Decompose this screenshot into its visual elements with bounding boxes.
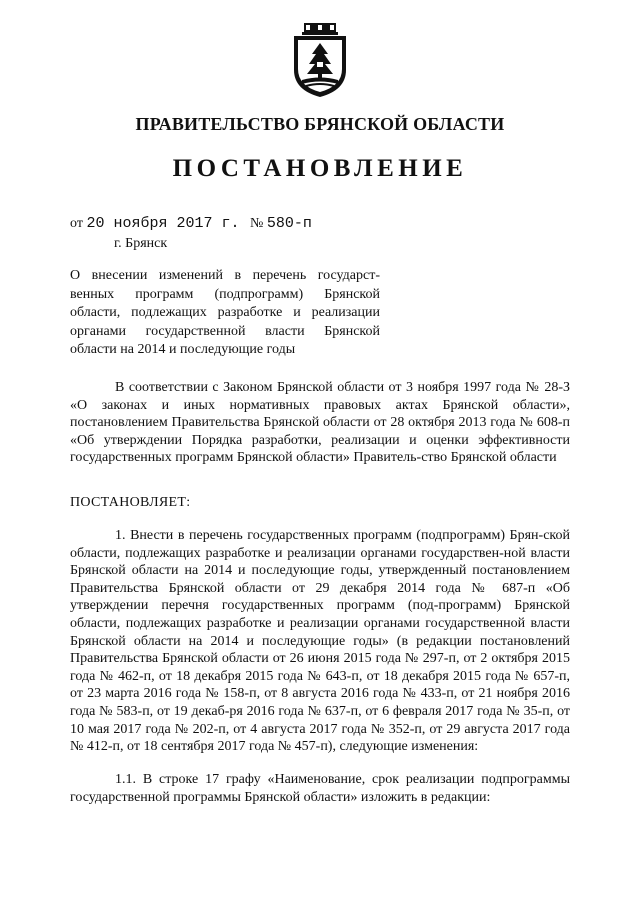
date-prefix: от [70,216,83,231]
date-number-line [70,215,312,232]
number-prefix: № [249,216,264,231]
government-title: ПРАВИТЕЛЬСТВО БРЯНСКОЙ ОБЛАСТИ [135,114,505,134]
item-1-1-section [70,771,570,806]
city: г. Брянск [114,236,168,251]
preamble-text: В соответствии с Законом Брянской области от 3 ноября 1997 года № 28-З «О законах и иных нормативных правовых актах Брянской области», постановлением Правительства Брянской области от 28 октября 2013 года № 608-п «Об утверждении Порядка разработки, реализации и оценки эффективности государственных программ Брянской области» Правитель-ство Брянской области [70,380,570,466]
resolves-heading: ПОСТАНОВЛЯЕТ: [70,495,191,510]
item-1-1-text: 1.1. В строке 17 графу «Наименование, срок реализации подпрограммы государственной программы Брянской области» изложить в редакции: [70,772,570,805]
coat-of-arms-emblem [288,22,352,98]
document-number: 580-п [266,215,312,232]
document-type-heading: ПОСТАНОВЛЕНИЕ [172,155,468,182]
document-date: 20 ноября 2017 г. [86,215,240,232]
item-1-section [70,527,570,756]
document-subject: О внесении изменений в перечень государст-венных программ (подпрограмм) Брянской области, подлежащих разработке и реализации органами государственной власти Брянской области на 2014 и последующие годы [70,268,380,357]
preamble-section [70,379,570,467]
item-1-text: 1. Внести в перечень государственных программ (подпрограмм) Брян-ской области, подлежащих разработке и реализации органами государствен-ной власти Брянской области на 2014 и последующие годы, утвержденный постановлением Правительства Брянской области от 29 декабря 2014 года № 687-п «Об утверждении перечня государственных программ (под-программ) Брянской области, подлежащих разработке и реализации органами государственной власти Брянской области на 2014 и последующие годы» (в редакции постановлений Правительства Брянской области от 26 июня 2015 года № 297-п, от 2 октября 2015 года № 462-п, от 18 декабря 2015 года № 643-п, от 18 декабря 2015 года № 657-п, от 23 марта 2016 года № 158-п, от 8 августа 2016 года № 433-п, от 21 ноября 2016 года № 583-п, от 19 декаб-ря 2016 года № 637-п, от 6 февраля 2017 года № 35-п, от 10 мая 2017 года № 202-п, от 4 августа 2017 года № 352-п, от 29 августа 2017 года № 412-п, от 18 сентября 2017 года № 457-п), следующие изменения: [70,528,570,755]
